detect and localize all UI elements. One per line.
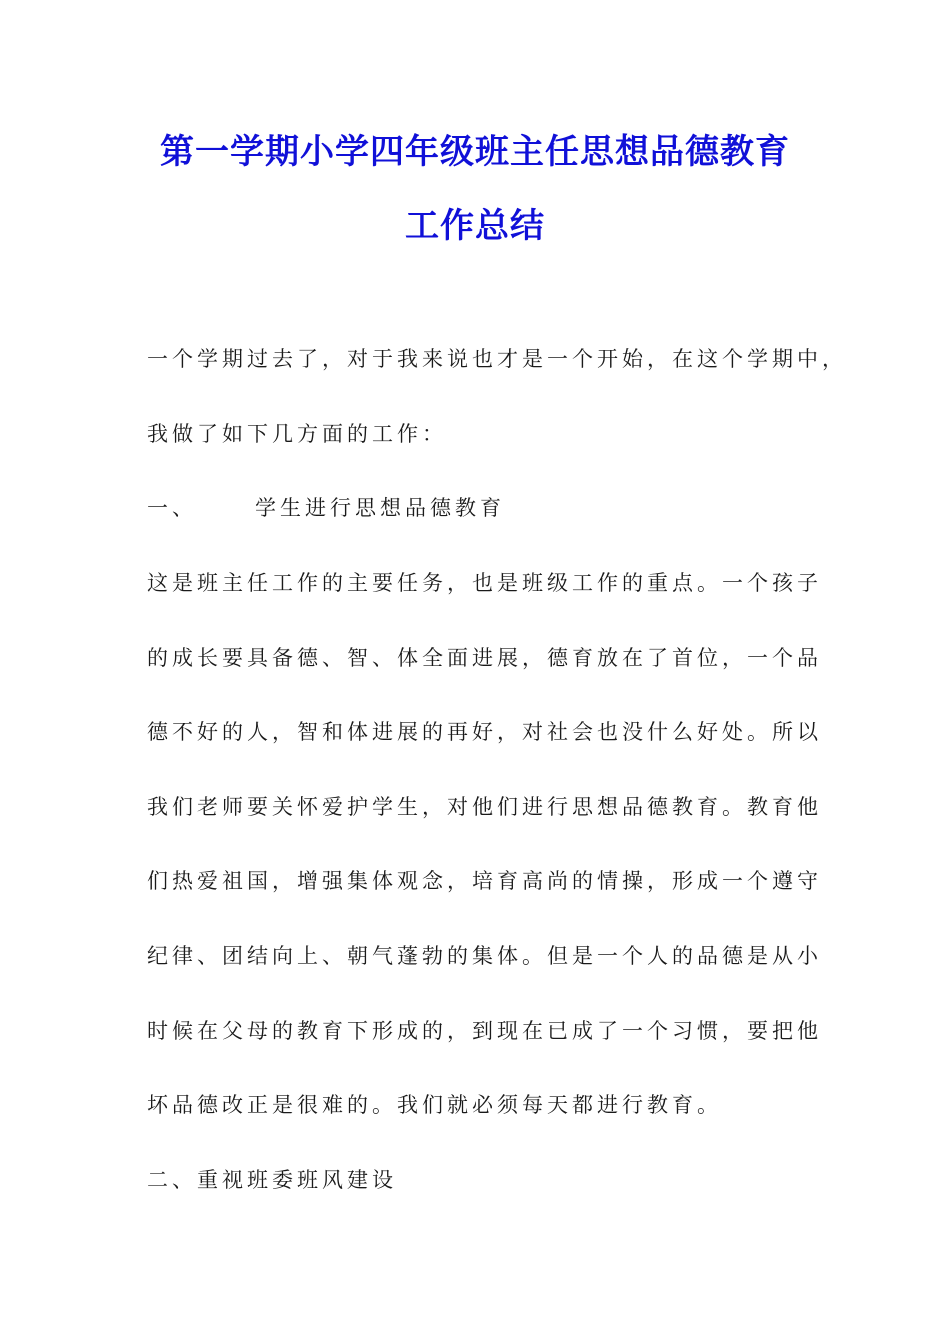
paragraph-line: 时候在父母的教育下形成的，到现在已成了一个习惯，要把他 bbox=[147, 1019, 822, 1043]
paragraph-line: 这是班主任工作的主要任务，也是班级工作的重点。一个孩子 bbox=[147, 571, 822, 595]
document-title-line-2: 工作总结 bbox=[405, 206, 545, 246]
paragraph-line: 纪律、团结向上、朝气蓬勃的集体。但是一个人的品德是从小 bbox=[147, 944, 822, 968]
paragraph-line: 德不好的人，智和体进展的再好，对社会也没什么好处。所以 bbox=[147, 720, 822, 744]
document-title-line-1: 第一学期小学四年级班主任思想品德教育 bbox=[160, 132, 790, 172]
paragraph-line: 的成长要具备德、智、体全面进展，德育放在了首位，一个品 bbox=[147, 646, 822, 670]
paragraph-line: 一个学期过去了，对于我来说也才是一个开始，在这个学期中， bbox=[147, 347, 847, 371]
paragraph-line: 我做了如下几方面的工作： bbox=[147, 422, 447, 446]
paragraph-line: 们热爱祖国，增强集体观念，培育高尚的情操，形成一个遵守 bbox=[147, 869, 822, 893]
section-heading-text: 学生进行思想品德教育 bbox=[255, 496, 505, 520]
paragraph-line: 我们老师要关怀爱护学生，对他们进行思想品德教育。教育他 bbox=[147, 795, 822, 819]
section-heading-2: 二、重视班委班风建设 bbox=[147, 1168, 397, 1192]
paragraph-line: 坏品德改正是很难的。我们就必须每天都进行教育。 bbox=[147, 1093, 722, 1117]
section-number: 一、 bbox=[147, 496, 197, 520]
section-heading-1 bbox=[147, 494, 505, 522]
